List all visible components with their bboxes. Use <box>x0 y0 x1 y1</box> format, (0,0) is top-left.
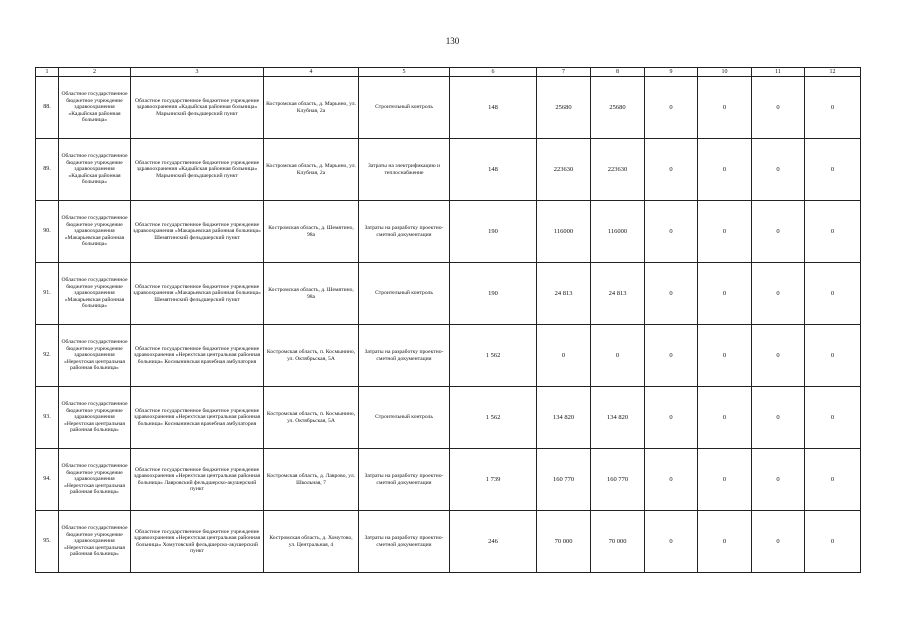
row-number: 89. <box>36 139 59 201</box>
value-cell-11: 0 <box>752 201 805 263</box>
value-cell-10: 0 <box>698 201 752 263</box>
facility-cell: Областное государственное бюджетное учреждение здравоохранения «Макарьевская районная больница» Шемятинский фельдшерский пункт <box>131 263 264 325</box>
column-header: 2 <box>59 68 131 77</box>
value-cell-12: 0 <box>805 77 861 139</box>
value-cell-8: 134 820 <box>591 387 645 449</box>
value-cell-7: 70 000 <box>537 511 591 573</box>
facility-cell: Областное государственное бюджетное учреждение здравоохранения «Кадыйская районная больница» Марьинский фельдшерский пункт <box>131 139 264 201</box>
value-cell-11: 0 <box>752 449 805 511</box>
header-row <box>36 68 861 77</box>
institution-cell: Областное государственное бюджетное учреждение здравоохранения «Нерехтская центральная районная больница» <box>59 511 131 573</box>
institution-cell: Областное государственное бюджетное учреждение здравоохранения «Кадыйская районная больница» <box>59 139 131 201</box>
row-number: 90. <box>36 201 59 263</box>
column-header: 4 <box>264 68 359 77</box>
row-number: 93. <box>36 387 59 449</box>
table-row <box>36 201 861 263</box>
value-cell-6: 148 <box>450 139 537 201</box>
value-cell-7: 25680 <box>537 77 591 139</box>
value-cell-9: 0 <box>645 325 698 387</box>
value-cell-12: 0 <box>805 263 861 325</box>
value-cell-9: 0 <box>645 201 698 263</box>
table-row <box>36 325 861 387</box>
value-cell-11: 0 <box>752 511 805 573</box>
value-cell-10: 0 <box>698 139 752 201</box>
row-number: 91. <box>36 263 59 325</box>
page-number: 130 <box>445 36 460 46</box>
address-cell: Костромская область, д. Хомутово, ул. Центральная, 4 <box>264 511 359 573</box>
column-header: 10 <box>698 68 752 77</box>
table-row <box>36 449 861 511</box>
institution-cell: Областное государственное бюджетное учреждение здравоохранения «Нерехтская центральная районная больница» <box>59 325 131 387</box>
value-cell-9: 0 <box>645 139 698 201</box>
value-cell-8: 25680 <box>591 77 645 139</box>
value-cell-8: 223630 <box>591 139 645 201</box>
value-cell-7: 0 <box>537 325 591 387</box>
work-type-cell: Строительный контроль <box>359 77 450 139</box>
facility-cell: Областное государственное бюджетное учреждение здравоохранения «Нерехтская центральная районная больница» Космынинская врачебная амбулатория <box>131 325 264 387</box>
address-cell: Костромская область, д. Лаврово, ул. Школьная, 7 <box>264 449 359 511</box>
row-number: 88. <box>36 77 59 139</box>
value-cell-12: 0 <box>805 201 861 263</box>
column-header: 11 <box>752 68 805 77</box>
value-cell-7: 160 770 <box>537 449 591 511</box>
facility-cell: Областное государственное бюджетное учреждение здравоохранения «Нерехтская центральная районная больница» Лавровский фельдшерско-акушерский пункт <box>131 449 264 511</box>
column-header: 1 <box>36 68 59 77</box>
value-cell-6: 246 <box>450 511 537 573</box>
address-cell: Костромская область, п. Космынино, ул. Октябрьская, 5А <box>264 325 359 387</box>
address-cell: Костромская область, д. Шемятино, 98а <box>264 263 359 325</box>
address-cell: Костромская область, д. Марьино, ул. Клубная, 2а <box>264 139 359 201</box>
value-cell-11: 0 <box>752 387 805 449</box>
facility-cell: Областное государственное бюджетное учреждение здравоохранения «Нерехтская центральная районная больница» Хомутовский фельдшерско-акушерский пункт <box>131 511 264 573</box>
work-type-cell: Строительный контроль <box>359 387 450 449</box>
value-cell-10: 0 <box>698 387 752 449</box>
value-cell-8: 116000 <box>591 201 645 263</box>
value-cell-7: 116000 <box>537 201 591 263</box>
work-type-cell: Затраты на разработку проектно-сметной документации <box>359 325 450 387</box>
table-row <box>36 263 861 325</box>
column-header: 3 <box>131 68 264 77</box>
value-cell-11: 0 <box>752 139 805 201</box>
address-cell: Костромская область, д. Шемятино, 98а <box>264 201 359 263</box>
value-cell-7: 134 820 <box>537 387 591 449</box>
facility-cell: Областное государственное бюджетное учреждение здравоохранения «Кадыйская районная больница» Марьинский фельдшерский пункт <box>131 77 264 139</box>
value-cell-6: 148 <box>450 77 537 139</box>
value-cell-10: 0 <box>698 263 752 325</box>
table-row <box>36 139 861 201</box>
value-cell-9: 0 <box>645 387 698 449</box>
institution-cell: Областное государственное бюджетное учреждение здравоохранения «Макарьевская районная больница» <box>59 263 131 325</box>
value-cell-12: 0 <box>805 449 861 511</box>
value-cell-12: 0 <box>805 511 861 573</box>
value-cell-11: 0 <box>752 263 805 325</box>
institution-cell: Областное государственное бюджетное учреждение здравоохранения «Макарьевская районная больница» <box>59 201 131 263</box>
value-cell-12: 0 <box>805 325 861 387</box>
address-cell: Костромская область, п. Космынино, ул. Октябрьская, 5А <box>264 387 359 449</box>
value-cell-11: 0 <box>752 77 805 139</box>
data-table <box>35 67 861 573</box>
value-cell-9: 0 <box>645 263 698 325</box>
table-row <box>36 387 861 449</box>
work-type-cell: Затраты на электрификацию и теплоснабжение <box>359 139 450 201</box>
column-header: 6 <box>450 68 537 77</box>
value-cell-11: 0 <box>752 325 805 387</box>
value-cell-10: 0 <box>698 325 752 387</box>
table-row <box>36 511 861 573</box>
column-header: 12 <box>805 68 861 77</box>
column-header: 7 <box>537 68 591 77</box>
institution-cell: Областное государственное бюджетное учреждение здравоохранения «Нерехтская центральная районная больница» <box>59 387 131 449</box>
value-cell-10: 0 <box>698 449 752 511</box>
row-number: 94. <box>36 449 59 511</box>
value-cell-12: 0 <box>805 387 861 449</box>
facility-cell: Областное государственное бюджетное учреждение здравоохранения «Макарьевская районная больница» Шемятинский фельдшерский пункт <box>131 201 264 263</box>
value-cell-10: 0 <box>698 511 752 573</box>
value-cell-10: 0 <box>698 77 752 139</box>
table-row <box>36 77 861 139</box>
value-cell-8: 70 000 <box>591 511 645 573</box>
value-cell-8: 0 <box>591 325 645 387</box>
institution-cell: Областное государственное бюджетное учреждение здравоохранения «Кадыйская районная больница» <box>59 77 131 139</box>
facility-cell: Областное государственное бюджетное учреждение здравоохранения «Нерехтская центральная районная больница» Космынинская врачебная амбулатория <box>131 387 264 449</box>
row-number: 95. <box>36 511 59 573</box>
column-header: 5 <box>359 68 450 77</box>
work-type-cell: Затраты на разработку проектно-сметной документации <box>359 201 450 263</box>
value-cell-8: 160 770 <box>591 449 645 511</box>
value-cell-12: 0 <box>805 139 861 201</box>
value-cell-9: 0 <box>645 449 698 511</box>
column-header: 8 <box>591 68 645 77</box>
value-cell-6: 1 739 <box>450 449 537 511</box>
value-cell-9: 0 <box>645 511 698 573</box>
work-type-cell: Затраты на разработку проектно-сметной документации <box>359 449 450 511</box>
address-cell: Костромская область, д. Марьино, ул. Клубная, 2а <box>264 77 359 139</box>
institution-cell: Областное государственное бюджетное учреждение здравоохранения «Нерехтская центральная районная больница» <box>59 449 131 511</box>
value-cell-6: 1 562 <box>450 387 537 449</box>
value-cell-6: 1 562 <box>450 325 537 387</box>
value-cell-7: 24 813 <box>537 263 591 325</box>
value-cell-6: 190 <box>450 201 537 263</box>
row-number: 92. <box>36 325 59 387</box>
work-type-cell: Строительный контроль <box>359 263 450 325</box>
value-cell-9: 0 <box>645 77 698 139</box>
value-cell-6: 190 <box>450 263 537 325</box>
column-header: 9 <box>645 68 698 77</box>
work-type-cell: Затраты на разработку проектно-сметной документации <box>359 511 450 573</box>
value-cell-8: 24 813 <box>591 263 645 325</box>
value-cell-7: 223630 <box>537 139 591 201</box>
